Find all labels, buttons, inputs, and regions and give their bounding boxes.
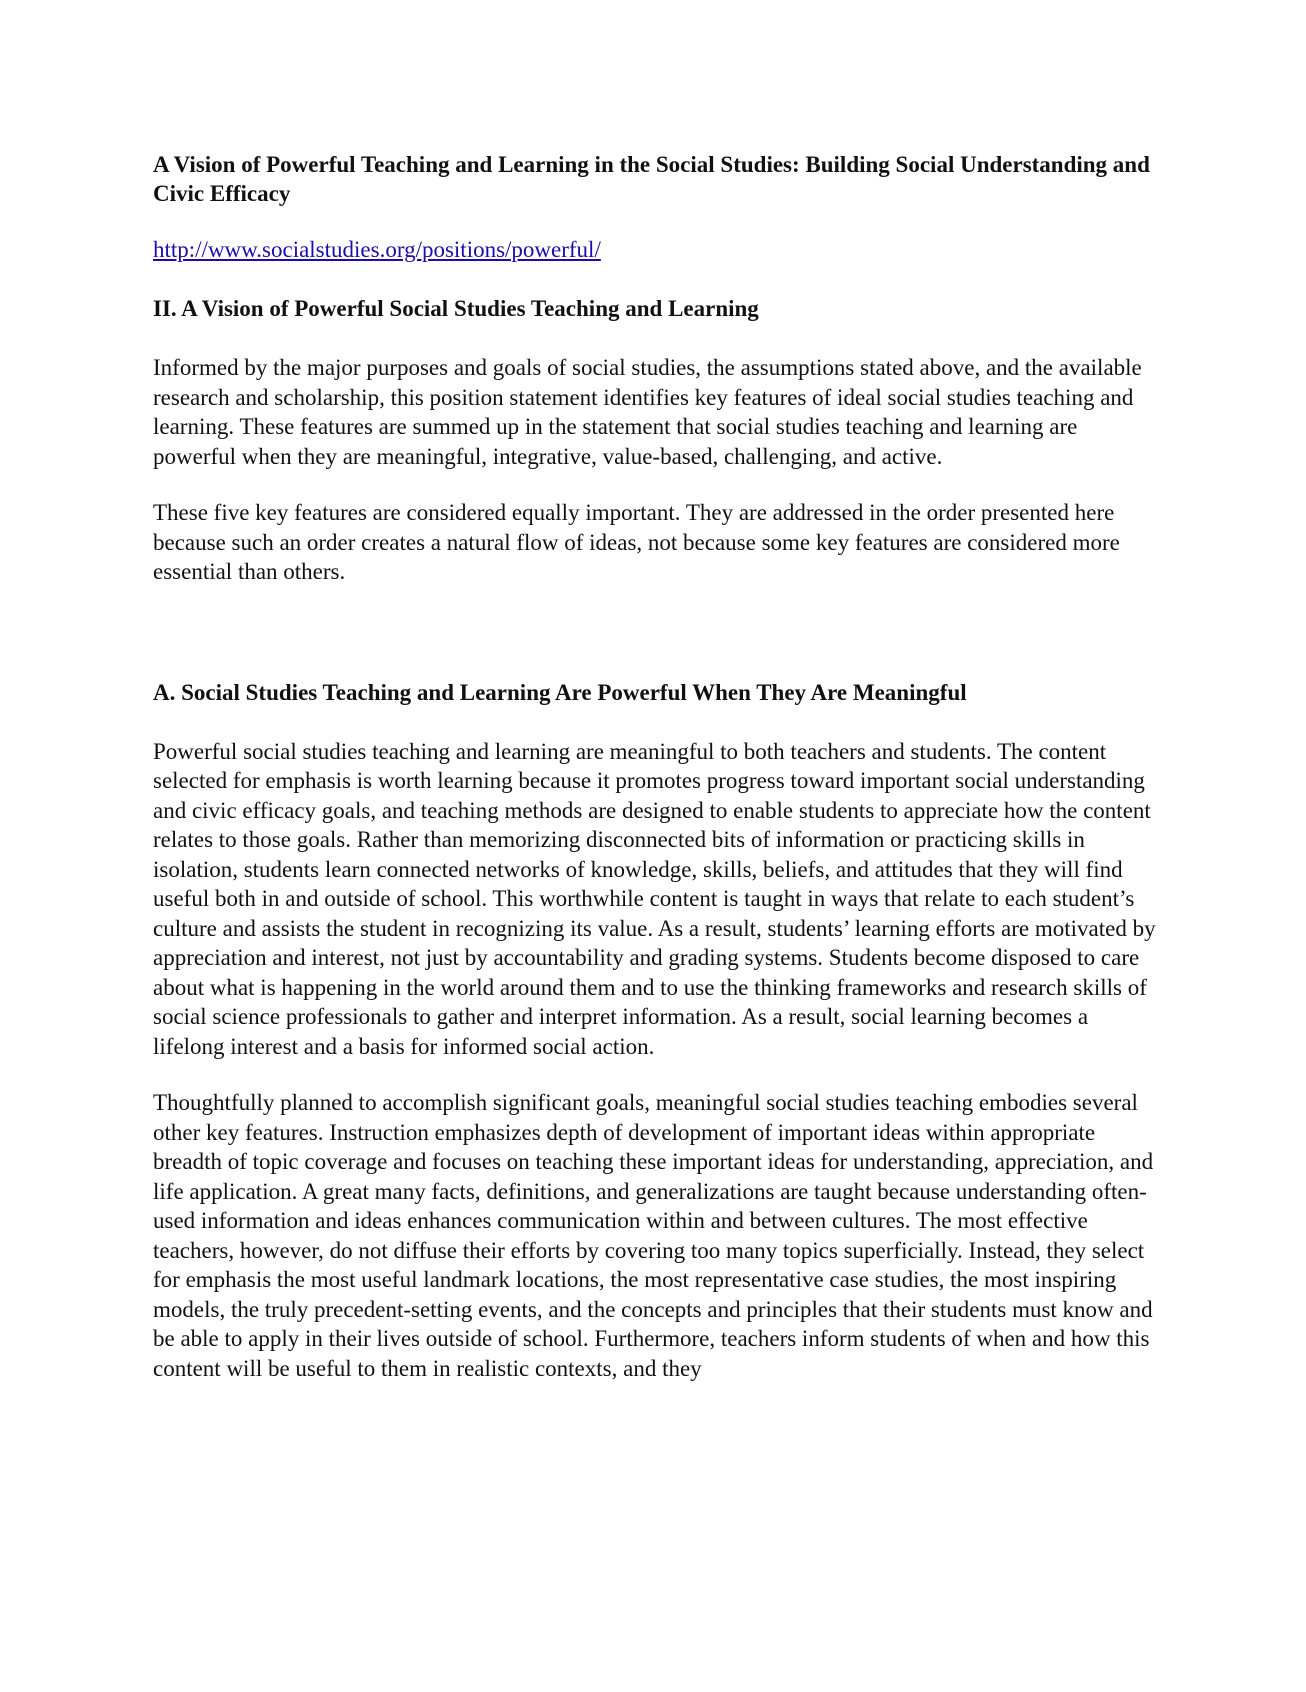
source-link[interactable]: http://www.socialstudies.org/positions/powerful/ [153, 237, 601, 262]
document-title: A Vision of Powerful Teaching and Learning in the Social Studies: Building Social Understanding and Civic Efficacy [153, 152, 1150, 206]
section-spacer [153, 614, 1163, 678]
intro-paragraph-1: Informed by the major purposes and goals of social studies, the assumptions stated above, and the available research and scholarship, this position statement identifies key features of ideal social studies teaching and learning. These features are summed up in the statement that social studies teaching and learning are powerful when they are meaningful, integrative, value-based, challenging, and active. [153, 355, 1142, 469]
subsection-paragraph-1: Powerful social studies teaching and learning are meaningful to both teachers and students. The content selected for emphasis is worth learning because it promotes progress toward important social understanding and civic efficacy goals, and teaching methods are designed to enable students to appreciate how the content relates to those goals. Rather than memorizing disconnected bits of information or practicing skills in isolation, students learn connected networks of knowledge, skills, beliefs, and attitudes that they will find useful both in and outside of school. This worthwhile content is taught in ways that relate to each student’s culture and assists the student in recognizing its value. As a result, students’ learning efforts are motivated by appreciation and interest, not just by accountability and grading systems. Students become disposed to care about what is happening in the world around them and to use the thinking frameworks and research skills of social science professionals to gather and interpret information. As a result, social learning becomes a lifelong interest and a basis for informed social action. [153, 738, 1156, 1059]
subsection-paragraph-2: Thoughtfully planned to accomplish significant goals, meaningful social studies teaching embodies several other key features. Instruction emphasizes depth of development of important ideas within appropriate breadth of topic coverage and focuses on teaching these important ideas for understanding, appreciation, and life application. A great many facts, definitions, and generalizations are taught because understanding often-used information and ideas enhances communication within and between cultures. The most effective teachers, however, do not diffuse their efforts by covering too many topics superficially. Instead, they select for emphasis the most useful landmark locations, the most representative case studies, the most inspiring models, the truly precedent-setting events, and the concepts and principles that their students must know and be able to apply in their lives outside of school. Furthermore, teachers inform students of when and how this content will be useful to them in realistic contexts, and they [153, 1090, 1154, 1381]
subsection-heading: A. Social Studies Teaching and Learning Are Powerful When They Are Meaningful [153, 679, 967, 705]
intro-paragraph-2: These five key features are considered equally important. They are addressed in the order presented here because such an order creates a natural flow of ideas, not because some key features are considered more essential than others. [153, 500, 1120, 584]
document-page [153, 150, 1163, 1410]
section-heading: II. A Vision of Powerful Social Studies Teaching and Learning [153, 296, 759, 321]
